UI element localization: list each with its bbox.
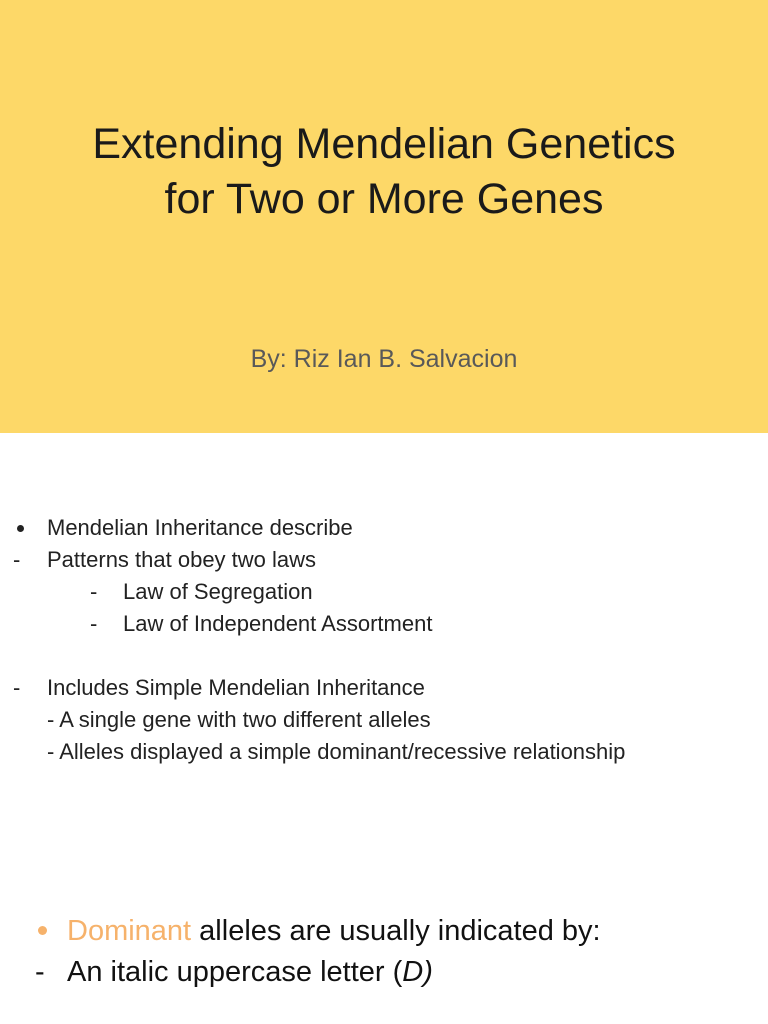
list-item-includes: Includes Simple Mendelian Inheritance — [47, 675, 425, 700]
title-line-1: Extending Mendelian Genetics — [92, 120, 676, 168]
dominant-statement — [67, 911, 601, 951]
dash-marker: - — [90, 611, 98, 636]
example-letter: D) — [402, 956, 433, 988]
list-item-alleles-relationship: - Alleles displayed a simple dominant/recessive relationship — [47, 739, 626, 764]
title-line-2: for Two or More Genes — [164, 175, 604, 223]
dash-marker: - — [13, 675, 21, 700]
title-slide — [0, 0, 768, 433]
dash-marker: - — [35, 956, 45, 988]
bullet-icon — [17, 525, 24, 532]
list-item-law-segregation: Law of Segregation — [123, 579, 313, 604]
dash-marker: - — [13, 547, 21, 572]
dominant-word: Dominant — [67, 915, 192, 947]
italic-text: An italic uppercase letter ( — [67, 956, 403, 988]
author-subtitle: By: Riz Ian B. Salvacion — [250, 345, 518, 373]
list-item-patterns: Patterns that obey two laws — [47, 547, 317, 572]
list-item-single-gene: - A single gene with two different alleles — [47, 707, 431, 732]
list-item-law-independent-assortment: Law of Independent Assortment — [123, 611, 433, 636]
dash-marker: - — [90, 579, 98, 604]
list-item-mendelian-inheritance: Mendelian Inheritance describe — [47, 515, 353, 540]
italic-letter-statement — [67, 952, 433, 992]
bullet-icon — [38, 926, 47, 935]
dominant-rest: alleles are usually indicated by: — [191, 915, 601, 947]
next-slide — [0, 863, 768, 1024]
content-slide — [0, 433, 768, 863]
slide-title — [0, 117, 768, 227]
